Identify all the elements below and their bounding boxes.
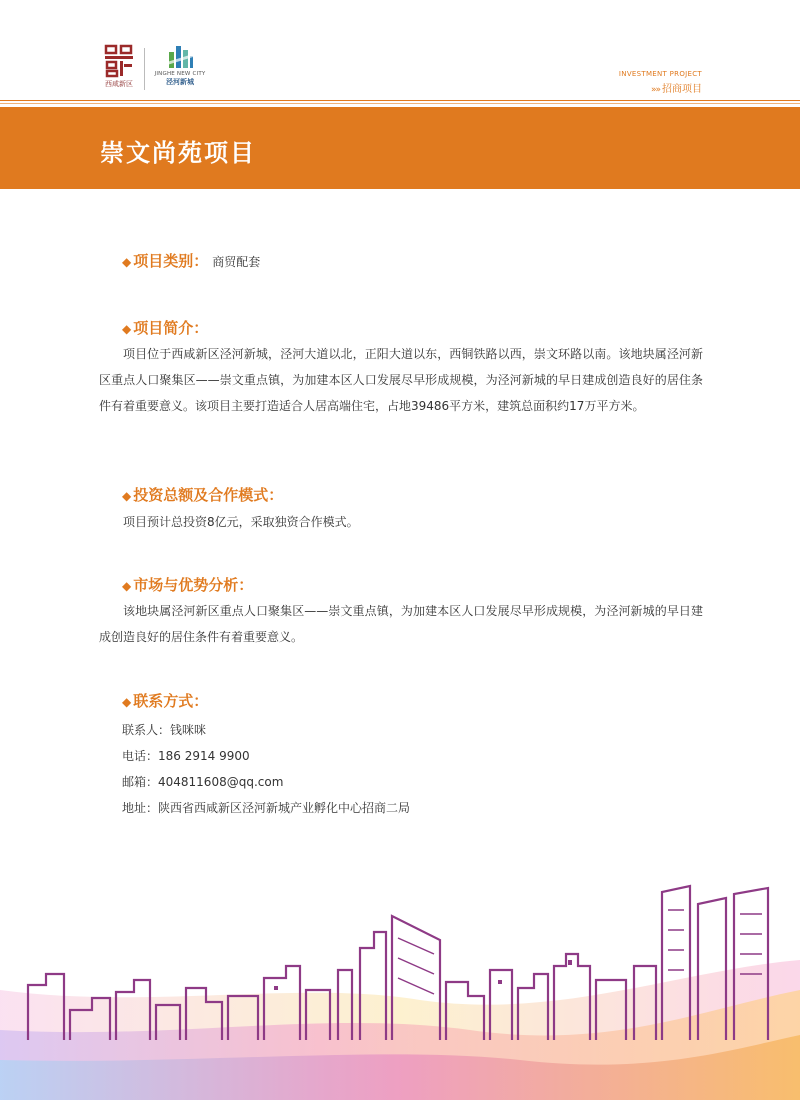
skyline-illustration	[0, 870, 800, 1100]
investment-paragraph: 项目预计总投资8亿元，采取独资合作模式。	[123, 515, 359, 529]
investment-heading	[122, 484, 283, 505]
market-heading	[122, 574, 253, 595]
tag-chinese-line	[619, 80, 702, 95]
double-arrow-icon: »»	[650, 85, 660, 95]
page-title: 崇文尚苑项目	[100, 138, 256, 167]
category-title: 项目类别：	[133, 252, 209, 270]
intro-heading	[122, 317, 208, 338]
contact-email: 邮箱：404811608@qq.com	[122, 775, 284, 789]
logo-divider	[144, 48, 145, 90]
intro-title: 项目简介：	[133, 319, 209, 337]
category-heading	[122, 250, 260, 271]
xixian-seal-icon	[104, 44, 134, 78]
xixian-logo-caption: 西咸新区	[105, 80, 133, 88]
contact-person: 联系人：钱咪咪	[122, 723, 207, 737]
header-rule-top	[0, 100, 800, 101]
header-logos	[100, 44, 220, 94]
jinghe-logo	[150, 44, 210, 87]
tag-chinese: 招商项目	[662, 84, 702, 95]
diamond-bullet-icon: ◆	[122, 695, 132, 709]
intro-paragraph: 项目位于西咸新区泾河新城，泾河大道以北，正阳大道以东，西铜铁路以西，崇文环路以南。该地块属泾河新区重点人口聚集区——崇文重点镇，为加建本区人口发展尽早形成规模，为泾河新城的早日建成创造良好的居住条件有着重要意义。该项目主要打造适合人居高端住宅，占地39486平方米，建筑总面积约17万平方米。	[99, 347, 703, 413]
contact-heading	[122, 690, 208, 711]
jinghe-logo-en: JINGHE NEW CITY	[154, 71, 206, 77]
jinghe-logo-cn: 泾河新城	[166, 78, 194, 86]
diamond-bullet-icon: ◆	[122, 579, 132, 593]
diamond-bullet-icon: ◆	[122, 489, 132, 503]
title-banner	[0, 107, 800, 189]
xixian-logo	[100, 44, 138, 89]
contact-address: 地址：陕西省西咸新区泾河新城产业孵化中心招商二局	[122, 801, 411, 815]
market-title: 市场与优势分析：	[133, 576, 254, 594]
category-value: 商贸配套	[212, 255, 261, 269]
contact-title: 联系方式：	[133, 692, 209, 710]
market-paragraph: 该地块属泾河新区重点人口聚集区——崇文重点镇，为加建本区人口发展尽早形成规模，为泾河新城的早日建成创造良好的居住条件有着重要意义。	[99, 604, 703, 644]
investment-title: 投资总额及合作模式：	[133, 486, 284, 504]
header-rule-bottom	[0, 103, 800, 104]
contact-phone: 电话：186 2914 9900	[122, 749, 250, 763]
jinghe-mark-icon	[166, 44, 194, 70]
diamond-bullet-icon: ◆	[122, 322, 132, 336]
tag-english: INVESTMENT PROJECT	[618, 70, 702, 78]
investment-project-tag	[619, 70, 702, 95]
diamond-bullet-icon: ◆	[122, 255, 132, 269]
